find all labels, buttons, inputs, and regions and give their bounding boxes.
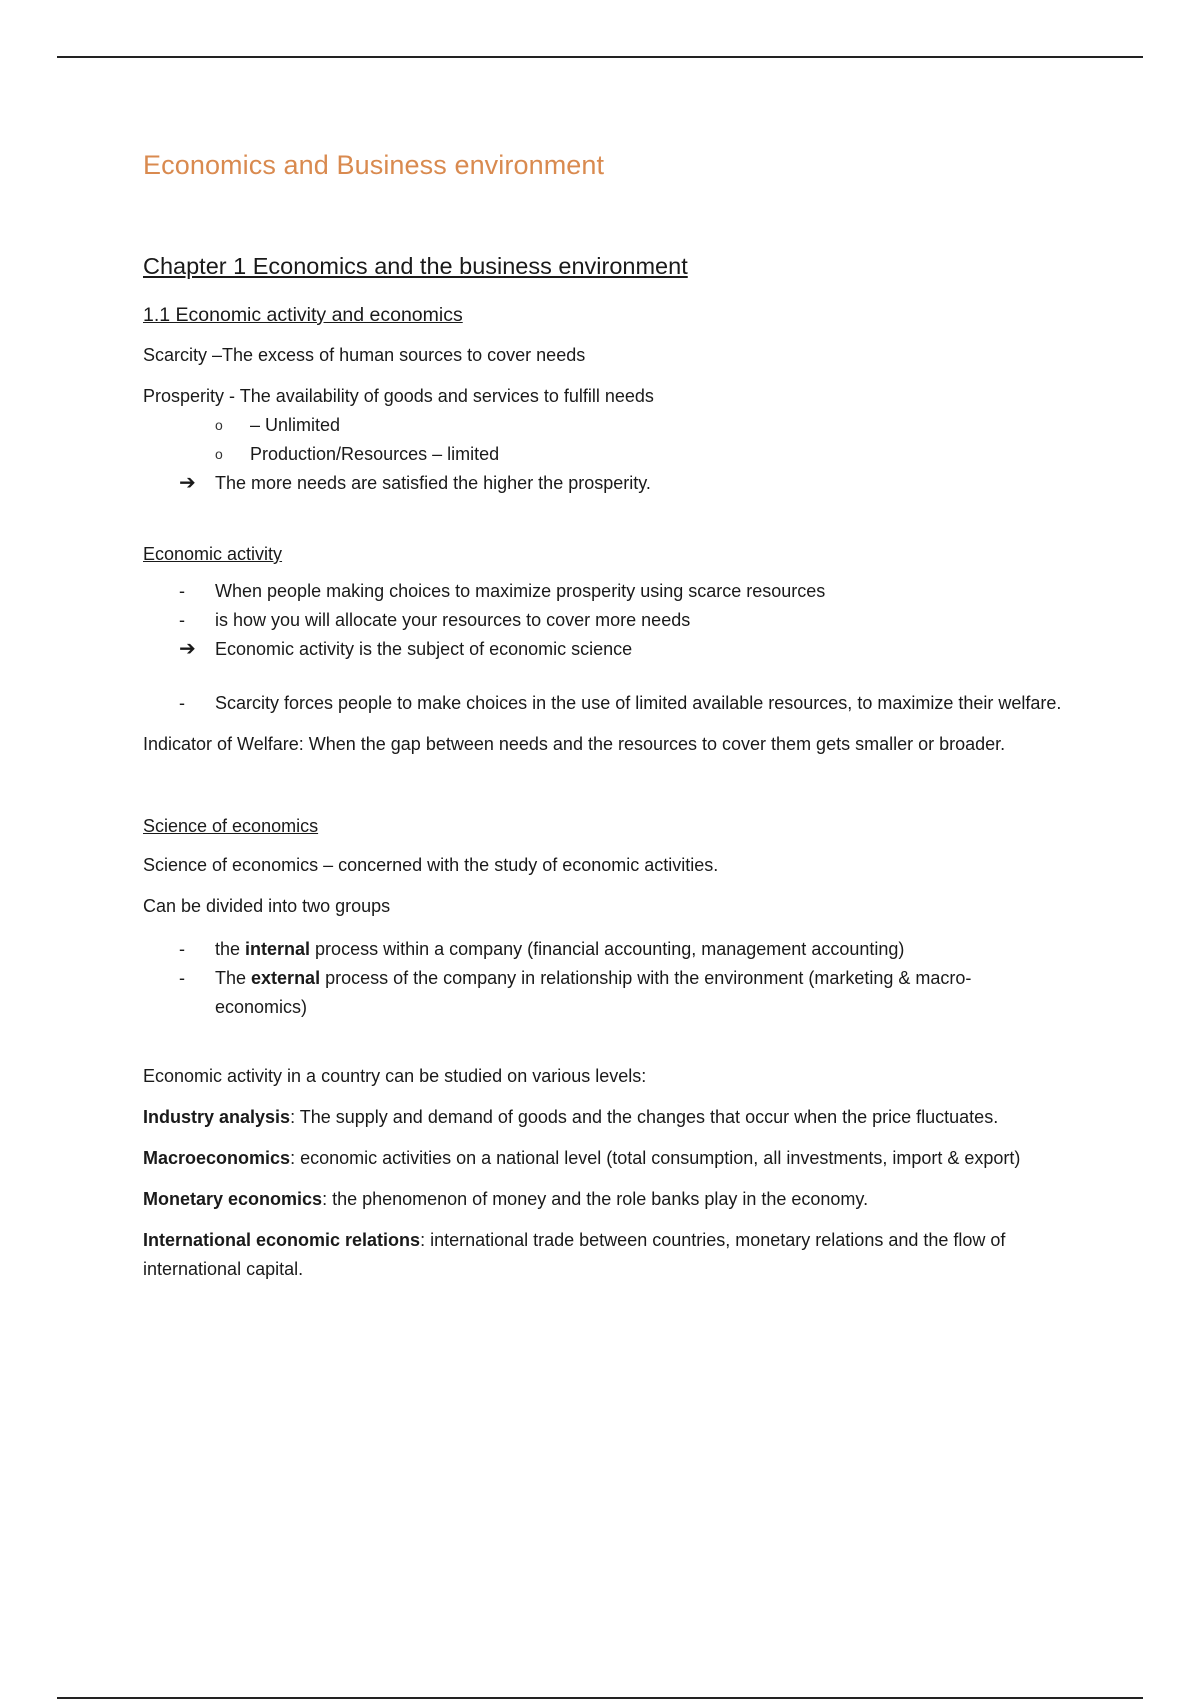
circle-bullet-icon: o xyxy=(215,446,223,462)
circle-bullet-icon: o xyxy=(215,417,223,433)
arrow-list xyxy=(143,635,1063,664)
dash-bullet-icon: - xyxy=(179,581,185,601)
document-title: Economics and Business environment xyxy=(143,150,605,180)
welfare-indicator: Indicator of Welfare: When the gap between needs and the resources to cover them gets smaller or broader. xyxy=(143,734,1006,754)
list-item: - Scarcity forces people to make choices in the use of limited available resources, to maximize their welfare. xyxy=(143,689,1063,718)
level-monetary-economics: Monetary economics: the phenomenon of money and the role banks play in the economy. xyxy=(143,1189,869,1209)
list-item: - is how you will allocate your resources to cover more needs xyxy=(143,606,1063,635)
dash-bullet-icon: - xyxy=(179,610,185,630)
list-item: - the internal process within a company (financial accounting, management accounting) xyxy=(143,935,1063,964)
prosperity-definition: Prosperity - The availability of goods and services to fulfill needs xyxy=(143,386,654,406)
arrow-right-icon: ➔ xyxy=(179,472,196,494)
arrow-right-icon: ➔ xyxy=(179,638,196,660)
science-definition: Science of economics – concerned with the study of economic activities. xyxy=(143,855,719,875)
list-item: - When people making choices to maximize prosperity using scarce resources xyxy=(143,577,1063,606)
list-item: - The external process of the company in relationship with the environment (marketing & macro-economics) xyxy=(143,964,1063,1022)
document-body xyxy=(143,140,1063,1284)
arrow-list xyxy=(143,469,1063,498)
dash-bullet-icon: - xyxy=(179,968,185,988)
chapter-heading: Chapter 1 Economics and the business environment xyxy=(143,253,688,279)
top-rule xyxy=(57,56,1143,58)
level-macroeconomics: Macroeconomics: economic activities on a national level (total consumption, all investments, import & export) xyxy=(143,1148,1021,1168)
section-heading: 1.1 Economic activity and economics xyxy=(143,304,463,326)
groups-list xyxy=(143,935,1063,1022)
levels-intro: Economic activity in a country can be studied on various levels: xyxy=(143,1066,647,1086)
science-of-economics-heading: Science of economics xyxy=(143,816,319,836)
dash-bullet-icon: - xyxy=(179,939,185,959)
list-item: ➔ Economic activity is the subject of economic science xyxy=(143,635,1063,664)
economic-activity-list xyxy=(143,577,1063,635)
economic-activity-heading: Economic activity xyxy=(143,544,283,564)
scarcity-definition: Scarcity –The excess of human sources to cover needs xyxy=(143,345,586,365)
list-item: o – Unlimited xyxy=(143,411,1063,440)
level-international-relations: International economic relations: international trade between countries, monetary relations and the flow of international capital. xyxy=(143,1230,1006,1279)
level-industry-analysis: Industry analysis: The supply and demand of goods and the changes that occur when the price fluctuates. xyxy=(143,1107,999,1127)
bottom-rule xyxy=(57,1697,1143,1699)
list-item: ➔ The more needs are satisfied the higher the prosperity. xyxy=(143,469,1063,498)
needs-list xyxy=(143,411,1063,469)
list-item: o Production/Resources – limited xyxy=(143,440,1063,469)
dash-bullet-icon: - xyxy=(179,693,185,713)
scarcity-list xyxy=(143,689,1063,718)
groups-intro: Can be divided into two groups xyxy=(143,896,391,916)
